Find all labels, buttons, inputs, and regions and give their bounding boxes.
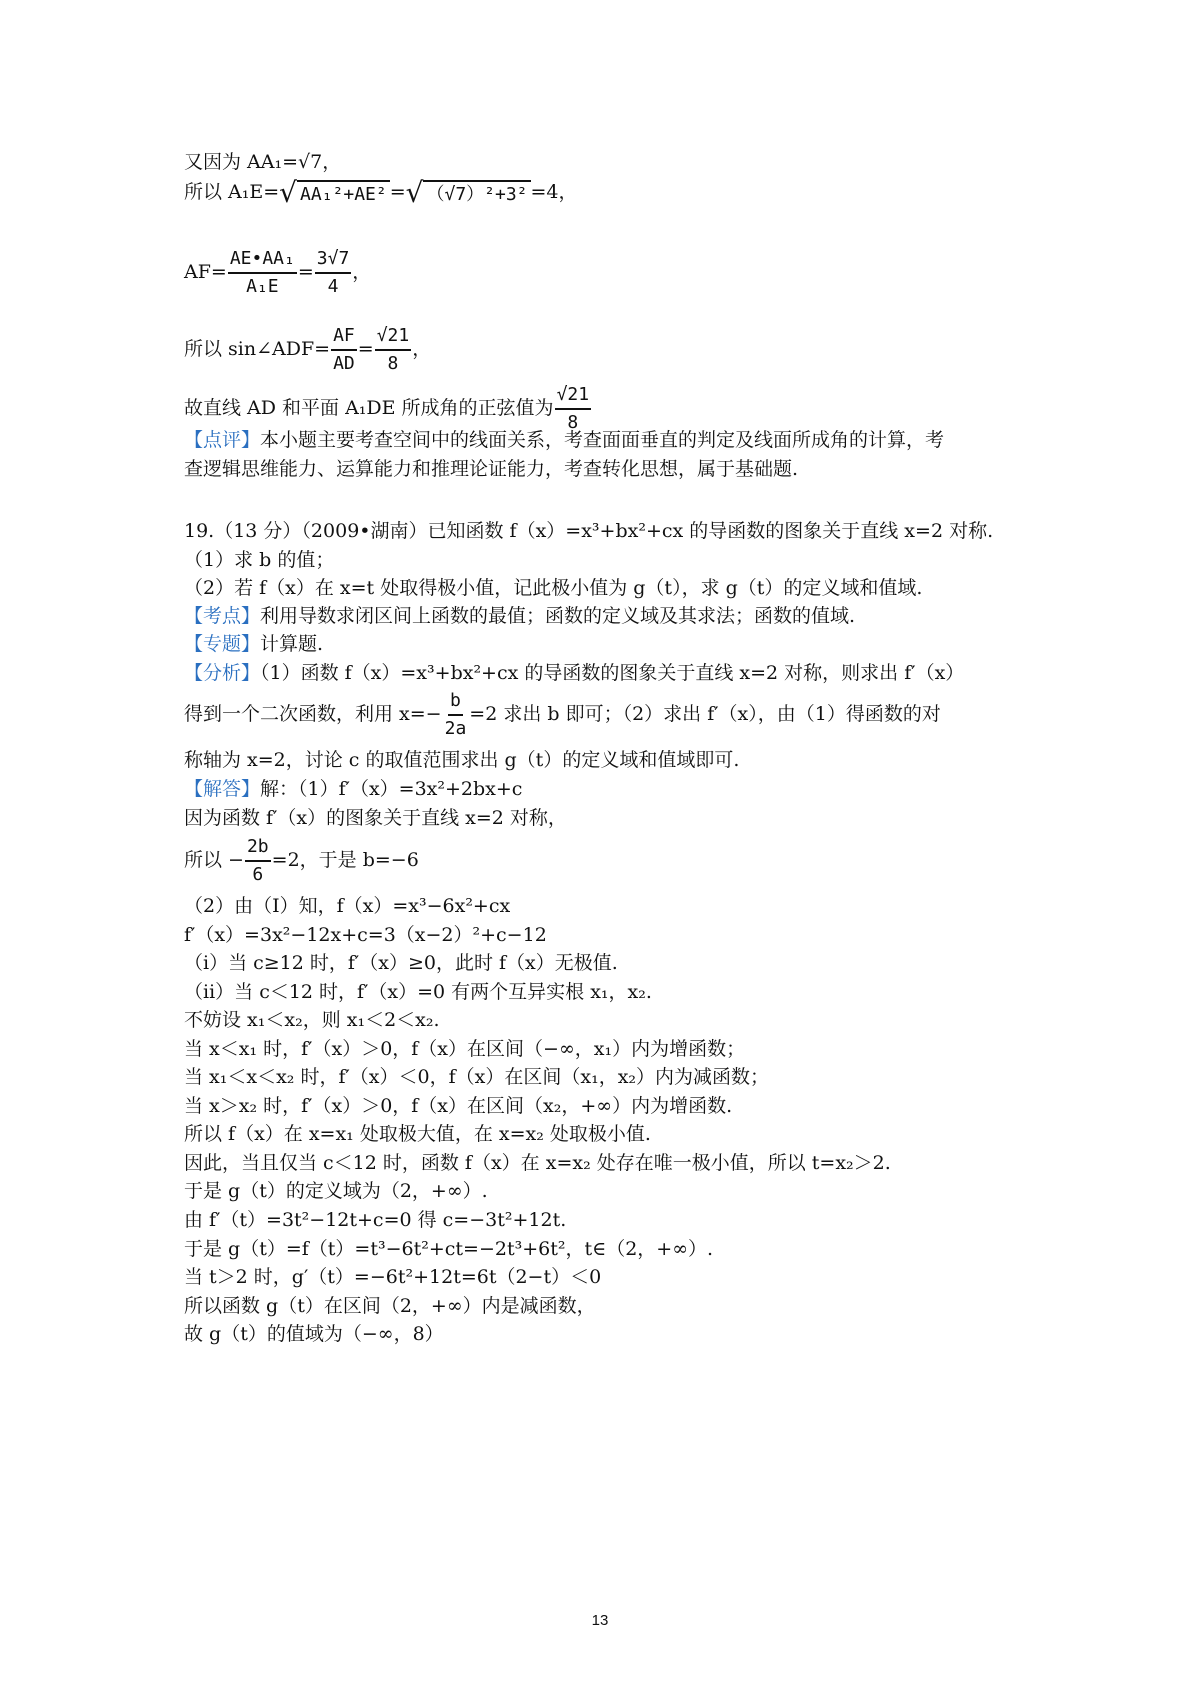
fraction-denominator: A₁E: [246, 276, 279, 297]
af-fraction: [228, 246, 297, 300]
fraction-denominator: 6: [252, 864, 264, 885]
fraction-numerator: √21: [555, 382, 592, 410]
a1e-eq: =: [389, 181, 406, 203]
fraction-numerator: 3√7: [315, 246, 352, 274]
a1e-prefix: 所以 A₁E=: [184, 181, 280, 203]
fraction-numerator: √21: [375, 323, 412, 351]
solution-line-6: 当 x＜x₁ 时，f′（x）＞0，f（x）在区间（−∞，x₁）内为增函数；: [184, 1038, 746, 1060]
line-a1e: [184, 178, 578, 208]
review-tag: 【点评】: [184, 429, 261, 451]
sin-eq: =: [357, 338, 374, 360]
fraction-denominator: 4: [327, 276, 339, 297]
kaodian-text: 利用导数求闭区间上函数的最值；函数的定义域及其求法；函数的值域.: [260, 605, 856, 627]
solution-line-10: 因此，当且仅当 c＜12 时，函数 f（x）在 x=x₂ 处存在唯一极小值，所以 t=x₂＞2.: [184, 1152, 891, 1174]
fraction-numerator: AE•AA₁: [228, 246, 297, 274]
jieda-text-3a: 所以 −: [184, 849, 244, 871]
root-2: √ （√7）²+3²: [406, 178, 531, 208]
solution-line-2: f′（x）=3x²−12x+c=3（x−2）²+c−12: [184, 924, 547, 946]
solution-line-12: 由 f′（t）=3t²−12t+c=0 得 c=−3t²+12t.: [184, 1209, 567, 1231]
jieda-line-3: [184, 834, 419, 888]
sin-fraction-value: [375, 323, 412, 377]
jieda-line-1: [184, 777, 522, 801]
fraction-denominator: 2a: [444, 718, 467, 739]
solution-line-1: （2）由（Ⅰ）知，f（x）=x³−6x²+cx: [184, 895, 511, 917]
review-line-1: [184, 428, 944, 452]
conclusion-text: 故直线 AD 和平面 A₁DE 所成角的正弦值为: [184, 397, 554, 419]
fraction-denominator: 8: [567, 412, 579, 433]
fraction-denominator: AD: [333, 353, 355, 374]
af-eq: =: [297, 261, 314, 283]
q19-title: 19.（13 分）（2009•湖南）已知函数 f（x）=x³+bx²+cx 的导函数的图象关于直线 x=2 对称.: [184, 520, 994, 542]
solution-line-5: 不妨设 x₁＜x₂，则 x₁＜2＜x₂.: [184, 1009, 440, 1031]
jieda-tag: 【解答】: [184, 778, 261, 800]
solution-line-8: 当 x＞x₂ 时，f′（x）＞0，f（x）在区间（x₂，+∞）内为增函数.: [184, 1095, 733, 1117]
fenxi-text-2b: =2 求出 b 即可；（2）求出 f′（x），由（1）得函数的对: [469, 703, 941, 725]
fenxi-fraction: [443, 688, 469, 742]
fenxi-tag: 【分析】: [184, 662, 261, 684]
fenxi-line-3: 称轴为 x=2，讨论 c 的取值范围求出 g（t）的定义域和值域即可.: [184, 749, 740, 771]
solution-line-16: 故 g（t）的值域为（−∞，8）: [184, 1323, 444, 1345]
review-text-1: 本小题主要考查空间中的线面关系，考查面面垂直的判定及线面所成角的计算，考: [260, 429, 945, 451]
fraction-numerator: AF: [331, 323, 357, 351]
q19-part2: （2）若 f（x）在 x=t 处取得极小值，记此极小值为 g（t），求 g（t）的定义域和值域.: [184, 577, 923, 599]
fraction-numerator: b: [448, 688, 463, 716]
sin-prefix: 所以 sin∠ADF=: [184, 338, 331, 360]
af-prefix: AF=: [184, 261, 227, 283]
jieda-fraction: [245, 834, 271, 888]
solution-line-11: 于是 g（t）的定义域为（2，+∞）.: [184, 1180, 488, 1202]
fenxi-line-2: [184, 688, 941, 742]
solution-line-4: （ⅱ）当 c＜12 时，f′（x）=0 有两个互异实根 x₁，x₂.: [184, 981, 652, 1003]
solution-line-15: 所以函数 g（t）在区间（2，+∞）内是减函数，: [184, 1295, 596, 1317]
fraction-numerator: 2b: [245, 834, 271, 862]
jieda-text-1: 解：（1）f′（x）=3x²+2bx+c: [260, 778, 523, 800]
solution-line-13: 于是 g（t）=f（t）=t³−6t²+ct=−2t³+6t²，t∈（2，+∞）.: [184, 1238, 714, 1260]
zhuanti-text: 计算题.: [260, 633, 324, 655]
solution-line-7: 当 x₁＜x＜x₂ 时，f′（x）＜0，f（x）在区间（x₁，x₂）内为减函数；: [184, 1066, 770, 1088]
line-aa1: 又因为 AA₁=√7，: [184, 151, 342, 173]
jieda-line-2: 因为函数 f′（x）的图象关于直线 x=2 对称，: [184, 807, 567, 829]
sin-end: ，: [412, 338, 432, 360]
root-1: √ AA₁²+AE²: [279, 178, 390, 208]
page-number: 13: [591, 1612, 609, 1629]
kaodian-line: [184, 604, 855, 628]
fenxi-line-1: [184, 661, 964, 685]
af-end: ，: [352, 261, 372, 283]
solution-line-3: （ⅰ）当 c≥12 时，f′（x）≥0，此时 f（x）无极值.: [184, 952, 618, 974]
zhuanti-tag: 【专题】: [184, 633, 261, 655]
fraction-denominator: 8: [387, 353, 399, 374]
a1e-end: =4，: [530, 181, 578, 203]
radicand-2: （√7）²+3²: [423, 180, 530, 208]
sin-fraction: [331, 323, 357, 377]
q19-part1: （1）求 b 的值；: [184, 549, 335, 571]
review-line-2: 查逻辑思维能力、运算能力和推理论证能力，考查转化思想，属于基础题.: [184, 458, 799, 480]
solution-line-9: 所以 f（x）在 x=x₁ 处取极大值，在 x=x₂ 处取极小值.: [184, 1123, 651, 1145]
radicand-1: AA₁²+AE²: [297, 180, 390, 208]
zhuanti-line: [184, 632, 323, 656]
fenxi-text-1: （1）函数 f（x）=x³+bx²+cx 的导函数的图象关于直线 x=2 对称，则求出 f′（x）: [260, 662, 965, 684]
jieda-text-3b: =2，于是 b=−6: [271, 849, 419, 871]
solution-line-14: 当 t＞2 时，g′（t）=−6t²+12t=6t（2−t）＜0: [184, 1266, 602, 1288]
kaodian-tag: 【考点】: [184, 605, 261, 627]
line-af: [184, 246, 371, 300]
af-fraction-value: [315, 246, 352, 300]
fenxi-text-2a: 得到一个二次函数，利用 x=−: [184, 703, 442, 725]
line-sin-adf: [184, 323, 431, 377]
